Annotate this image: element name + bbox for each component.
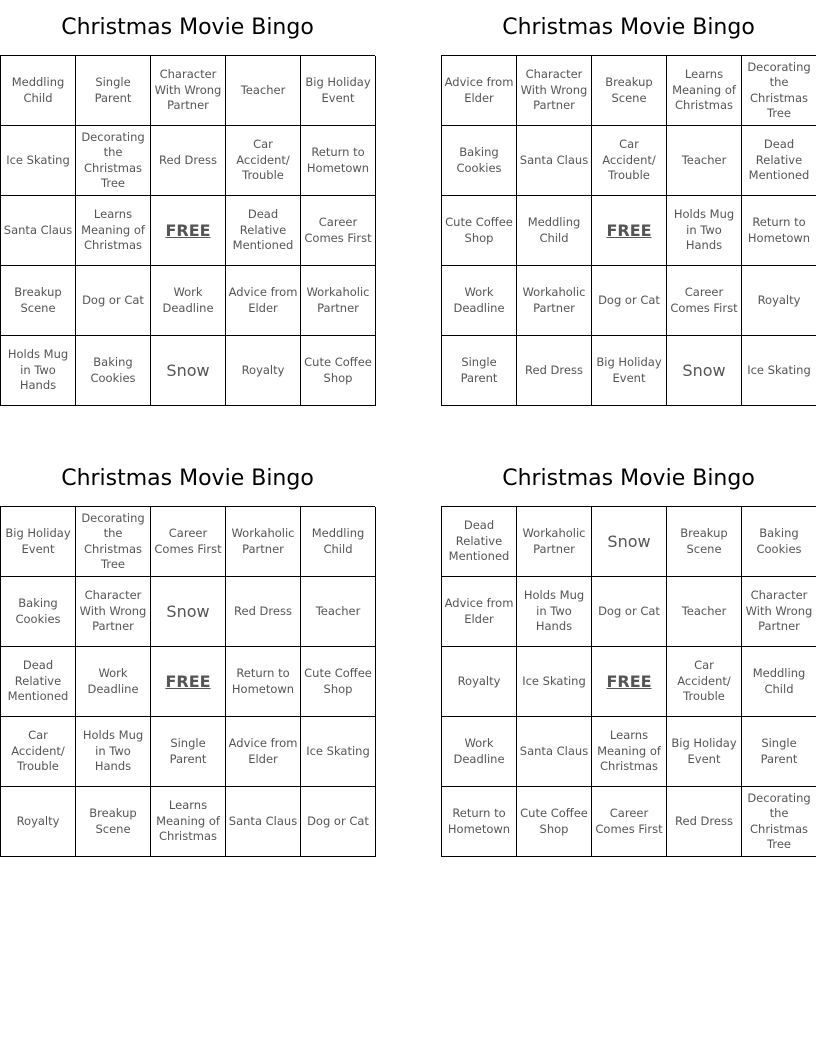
bingo-cell: Holds Mug in Two Hands (667, 196, 742, 266)
bingo-cell: Work Deadline (151, 266, 226, 336)
bingo-cell: Workaholic Partner (517, 266, 592, 336)
bingo-cell: Decorating the Christmas Tree (742, 56, 816, 126)
bingo-card-1 (0, 0, 375, 406)
bingo-cell: Car Accident/ Trouble (667, 647, 742, 717)
bingo-cell: Ice Skating (1, 126, 76, 196)
bingo-cell: Holds Mug in Two Hands (1, 336, 76, 406)
bingo-cell: Advice from Elder (442, 56, 517, 126)
bingo-cell: Cute Coffee Shop (442, 196, 517, 266)
bingo-cell: Work Deadline (76, 647, 151, 717)
bingo-cell: Dog or Cat (301, 787, 376, 857)
free-space: FREE (151, 196, 226, 266)
bingo-cell: Return to Hometown (742, 196, 816, 266)
bingo-cell: Advice from Elder (226, 717, 301, 787)
bingo-cell: Meddling Child (301, 507, 376, 577)
bingo-cell: Breakup Scene (76, 787, 151, 857)
bingo-cell: Teacher (667, 126, 742, 196)
bingo-cell: Dead Relative Mentioned (1, 647, 76, 717)
bingo-cell: Santa Claus (1, 196, 76, 266)
bingo-cell: Workaholic Partner (226, 507, 301, 577)
bingo-cell: Baking Cookies (1, 577, 76, 647)
bingo-cell: Red Dress (517, 336, 592, 406)
card-title: Christmas Movie Bingo (502, 466, 755, 491)
bingo-cell: Decorating the Christmas Tree (742, 787, 816, 857)
bingo-cell: Red Dress (667, 787, 742, 857)
bingo-cell: Advice from Elder (226, 266, 301, 336)
bingo-cell: Character With Wrong Partner (151, 56, 226, 126)
bingo-cell: Holds Mug in Two Hands (517, 577, 592, 647)
card-title: Christmas Movie Bingo (61, 466, 314, 491)
bingo-cell: Return to Hometown (301, 126, 376, 196)
bingo-cell: Workaholic Partner (301, 266, 376, 336)
bingo-cell: Dog or Cat (76, 266, 151, 336)
bingo-cell: Work Deadline (442, 717, 517, 787)
bingo-cell: Dog or Cat (592, 577, 667, 647)
bingo-cell: Character With Wrong Partner (742, 577, 816, 647)
bingo-cell: Snow (151, 577, 226, 647)
bingo-cell: Big Holiday Event (1, 507, 76, 577)
bingo-cell: Royalty (226, 336, 301, 406)
bingo-cell: Career Comes First (301, 196, 376, 266)
bingo-cell: Ice Skating (301, 717, 376, 787)
bingo-cell: Single Parent (742, 717, 816, 787)
bingo-cell: Red Dress (226, 577, 301, 647)
bingo-cell: Character With Wrong Partner (76, 577, 151, 647)
free-space: FREE (592, 196, 667, 266)
bingo-cell: Snow (592, 507, 667, 577)
bingo-cell: Car Accident/ Trouble (226, 126, 301, 196)
bingo-cell: Return to Hometown (226, 647, 301, 717)
bingo-cell: Baking Cookies (442, 126, 517, 196)
bingo-cell: Cute Coffee Shop (301, 647, 376, 717)
card-title: Christmas Movie Bingo (61, 15, 314, 40)
bingo-cell: Dead Relative Mentioned (742, 126, 816, 196)
bingo-cell: Meddling Child (1, 56, 76, 126)
bingo-cell: Single Parent (76, 56, 151, 126)
bingo-cell: Car Accident/ Trouble (1, 717, 76, 787)
bingo-cell: Dead Relative Mentioned (442, 507, 517, 577)
bingo-cell: Meddling Child (742, 647, 816, 717)
bingo-card-2 (441, 0, 816, 406)
bingo-grid (0, 506, 375, 857)
bingo-cell: Decorating the Christmas Tree (76, 507, 151, 577)
bingo-cell: Big Holiday Event (592, 336, 667, 406)
bingo-cell: Royalty (742, 266, 816, 336)
bingo-cell: Dog or Cat (592, 266, 667, 336)
card-title: Christmas Movie Bingo (502, 15, 755, 40)
bingo-card-4 (441, 451, 816, 857)
bingo-cell: Teacher (301, 577, 376, 647)
bingo-cell: Royalty (442, 647, 517, 717)
bingo-cell: Ice Skating (742, 336, 816, 406)
bingo-cell: Baking Cookies (76, 336, 151, 406)
bingo-cell: Santa Claus (517, 126, 592, 196)
bingo-cell: Career Comes First (592, 787, 667, 857)
bingo-cell: Royalty (1, 787, 76, 857)
bingo-cell: Advice from Elder (442, 577, 517, 647)
bingo-card-3 (0, 451, 375, 857)
bingo-cell: Decorating the Christmas Tree (76, 126, 151, 196)
bingo-cell: Snow (151, 336, 226, 406)
bingo-cell: Character With Wrong Partner (517, 56, 592, 126)
bingo-cell: Learns Meaning of Christmas (667, 56, 742, 126)
bingo-cell: Car Accident/ Trouble (592, 126, 667, 196)
bingo-cell: Career Comes First (151, 507, 226, 577)
bingo-cell: Cute Coffee Shop (517, 787, 592, 857)
bingo-cell: Teacher (667, 577, 742, 647)
bingo-grid (441, 506, 816, 857)
free-space: FREE (151, 647, 226, 717)
bingo-grid (0, 55, 375, 406)
bingo-cell: Cute Coffee Shop (301, 336, 376, 406)
bingo-cell: Baking Cookies (742, 507, 816, 577)
bingo-cell: Learns Meaning of Christmas (592, 717, 667, 787)
bingo-grid (441, 55, 816, 406)
bingo-cell: Holds Mug in Two Hands (76, 717, 151, 787)
bingo-cell: Single Parent (151, 717, 226, 787)
bingo-cell: Teacher (226, 56, 301, 126)
bingo-cell: Meddling Child (517, 196, 592, 266)
free-space: FREE (592, 647, 667, 717)
bingo-cell: Learns Meaning of Christmas (151, 787, 226, 857)
bingo-cell: Workaholic Partner (517, 507, 592, 577)
bingo-cell: Ice Skating (517, 647, 592, 717)
bingo-cell: Learns Meaning of Christmas (76, 196, 151, 266)
bingo-cell: Career Comes First (667, 266, 742, 336)
bingo-cell: Big Holiday Event (301, 56, 376, 126)
bingo-cell: Big Holiday Event (667, 717, 742, 787)
bingo-cell: Snow (667, 336, 742, 406)
bingo-cell: Dead Relative Mentioned (226, 196, 301, 266)
bingo-cell: Breakup Scene (667, 507, 742, 577)
bingo-cell: Santa Claus (226, 787, 301, 857)
bingo-cell: Breakup Scene (592, 56, 667, 126)
bingo-cell: Santa Claus (517, 717, 592, 787)
bingo-cell: Breakup Scene (1, 266, 76, 336)
bingo-cell: Red Dress (151, 126, 226, 196)
bingo-cell: Single Parent (442, 336, 517, 406)
bingo-cell: Work Deadline (442, 266, 517, 336)
bingo-cell: Return to Hometown (442, 787, 517, 857)
